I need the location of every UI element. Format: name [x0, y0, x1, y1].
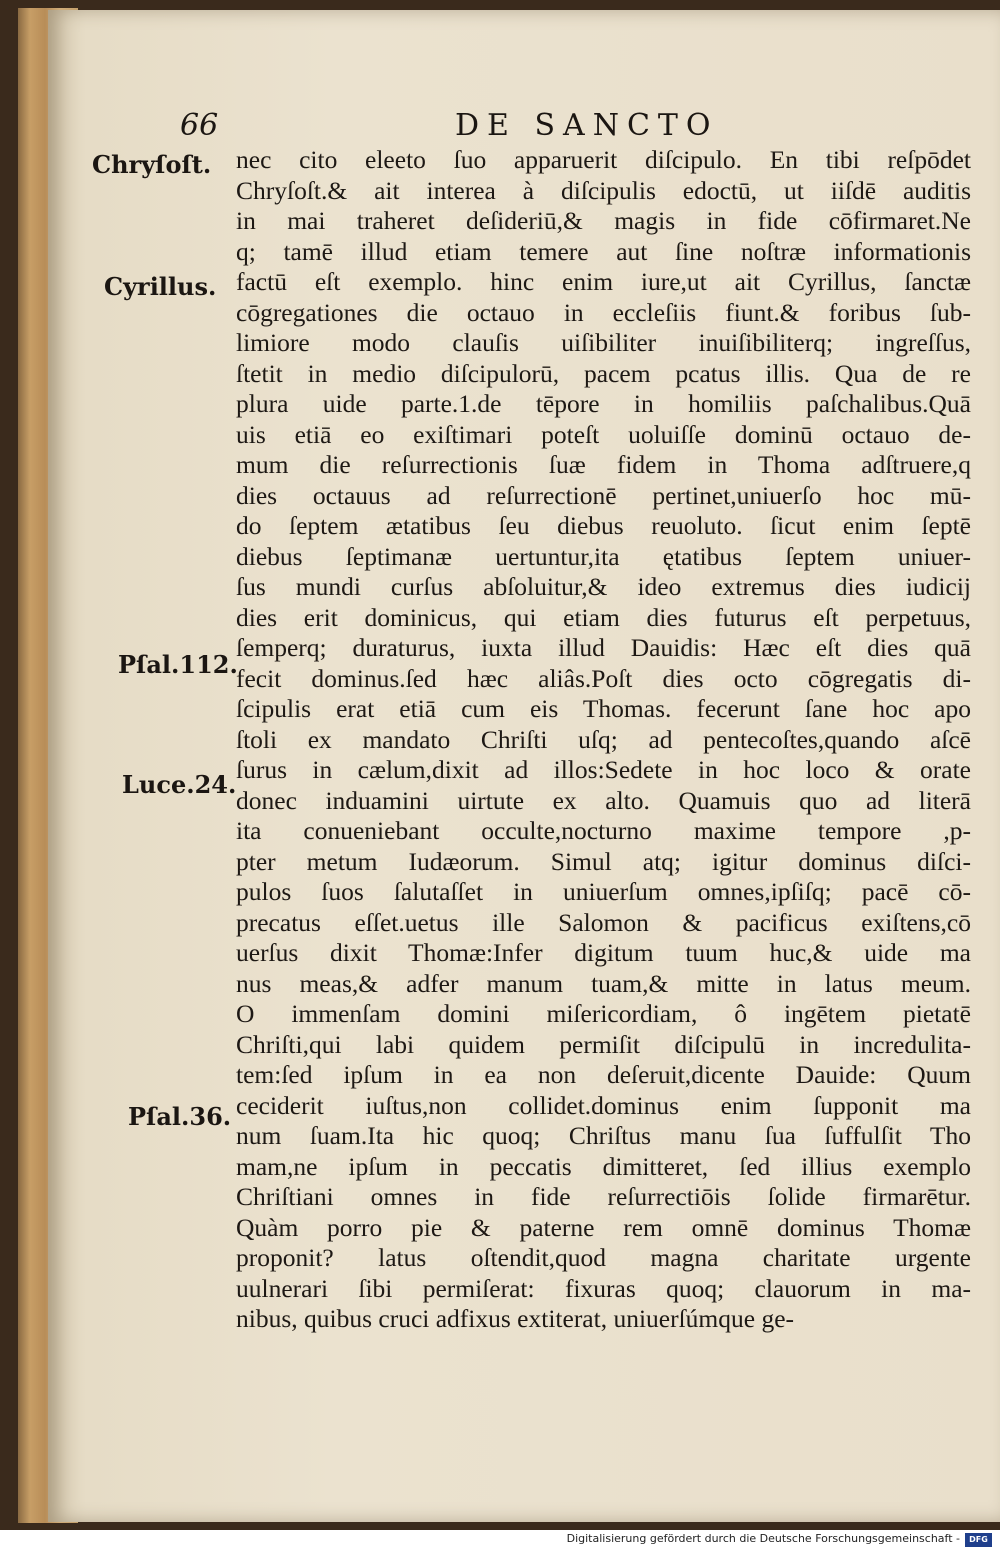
- text-line: Chriſtiani omnes in fide reſurrectiōis ſolide firmarētur.: [236, 1182, 971, 1211]
- text-line: uerſus dixit Thomæ:Infer digitum tuum huc,& uide ma: [236, 938, 971, 967]
- dfg-logo: DFG: [965, 1533, 992, 1547]
- text-line: Quàm porro pie & paterne rem omnē dominus Thomæ: [236, 1212, 971, 1242]
- text-line: uis etiā eo exiſtimari poteſt uoluiſſe dominū octauo de-: [236, 419, 971, 449]
- text-line: Chryſoſt.& ait interea à diſcipulis edoctū, ut iiſdē auditis: [236, 175, 971, 205]
- text-line: donec induamini uirtute ex alto. Quamuis quo ad literā: [236, 785, 971, 815]
- text-line: pulos ſuos ſalutaſſet in uniuerſum omnes,ipſiſq; pacē cō-: [236, 877, 971, 906]
- text-line: factū eſt exemplo. hinc enim iure,ut ait Cyrillus, ſanctæ: [236, 267, 971, 296]
- marginal-note: Luce.24.: [122, 770, 237, 799]
- text-line: mam,ne ipſum in peccatis dimitteret, ſed illius exemplo: [236, 1151, 971, 1181]
- text-line: nec cito eleeto ſuo apparuerit diſcipulo. En tibi reſpōdet: [236, 145, 971, 174]
- text-line: diebus ſeptimanæ uertuntur,ita ętatibus ſeptem uniuer-: [236, 541, 971, 571]
- text-line: uulnerari ſibi permiſerat: fixuras quoq; clauorum in ma-: [236, 1273, 971, 1303]
- marginal-note: Chryſoſt.: [92, 150, 212, 179]
- footer-credit: Digitalisierung gefördert durch die Deutsche Forschungsgemeinschaft -: [566, 1532, 960, 1545]
- page-number: 66: [180, 108, 219, 143]
- text-line: proponit? latus oſtendit,quod magna charitate urgente: [236, 1243, 971, 1272]
- text-line: Chriſti,qui labi quidem permiſit diſcipulū in incredulita-: [236, 1029, 971, 1059]
- text-line: pter metum Iudæorum. Simul atq; igitur dominus diſci-: [236, 846, 971, 876]
- marginal-note: Pſal.36.: [128, 1102, 232, 1131]
- text-line: plura uide parte.1.de tēpore in homiliis paſchalibus.Quā: [236, 389, 971, 418]
- text-line: ita conueniebant occulte,nocturno maxime tempore ,p-: [236, 816, 971, 845]
- text-line: q; tamē illud etiam temere aut ſine noſtræ informationis: [236, 236, 971, 266]
- text-line: do ſeptem ætatibus ſeu diebus reuoluto. ſicut enim ſeptē: [236, 511, 971, 540]
- text-line: fecit dominus.ſed hæc aliâs.Poſt dies octo cōgregatis di-: [236, 663, 971, 693]
- text-line: ceciderit iuſtus,non collidet.dominus enim ſupponit ma: [236, 1090, 971, 1120]
- text-line: tem:ſed ipſum in ea non deſeruit,dicente Dauide: Quum: [236, 1060, 971, 1089]
- text-line: nibus, quibus cruci adfixus extiterat, uniuerſúmque ge-: [236, 1304, 795, 1333]
- text-line: num ſuam.Ita hic quoq; Chriſtus manu ſua ſuffulſit Tho: [236, 1121, 971, 1150]
- footer: [0, 1530, 1000, 1550]
- text-line: dies octauus ad reſurrectionē pertinet,uniuerſo hoc mū-: [236, 480, 971, 510]
- text-line: dies erit dominicus, qui etiam dies futurus eſt perpetuus,: [236, 602, 971, 632]
- text-line: ſemperq; duraturus, iuxta illud Dauidis: Hæc eſt dies quā: [236, 633, 971, 662]
- text-line: cōgregationes die octauo in eccleſiis fiunt.& foribus ſub-: [236, 297, 971, 327]
- text-line: ſtoli ex mandato Chriſti uſq; ad pentecoſtes,quando aſcē: [236, 724, 971, 754]
- page-title: DE SANCTO: [455, 108, 719, 143]
- text-line: O immenſam domini miſericordiam, ô ingētem pietatē: [236, 999, 971, 1028]
- text-line: nus meas,& adfer manum tuam,& mitte in latus meum.: [236, 968, 971, 998]
- text-line: ſus mundi curſus abſoluitur,& ideo extremus dies iudicij: [236, 572, 971, 601]
- text-line: ſcipulis erat etiā cum eis Thomas. fecerunt ſane hoc apo: [236, 694, 971, 723]
- marginal-note: Cyrillus.: [104, 272, 217, 301]
- text-line: ſtetit in medio diſcipulorū, pacem pcatus illis. Qua de re: [236, 358, 971, 388]
- text-line: mum die reſurrectionis ſuæ fidem in Thoma adſtruere,q: [236, 450, 971, 479]
- marginal-note: Pſal.112.: [118, 650, 238, 679]
- text-line: ſurus in cælum,dixit ad illos:Sedete in hoc loco & orate: [236, 755, 971, 784]
- text-line: precatus eſſet.uetus ille Salomon & pacificus exiſtens,cō: [236, 907, 971, 937]
- text-line: in mai traheret deſideriū,& magis in fide cōfirmaret.Ne: [236, 206, 971, 235]
- body-text: [236, 145, 971, 1335]
- text-line: limiore modo clauſis uiſibiliter inuiſibiliterq; ingreſſus,: [236, 328, 971, 357]
